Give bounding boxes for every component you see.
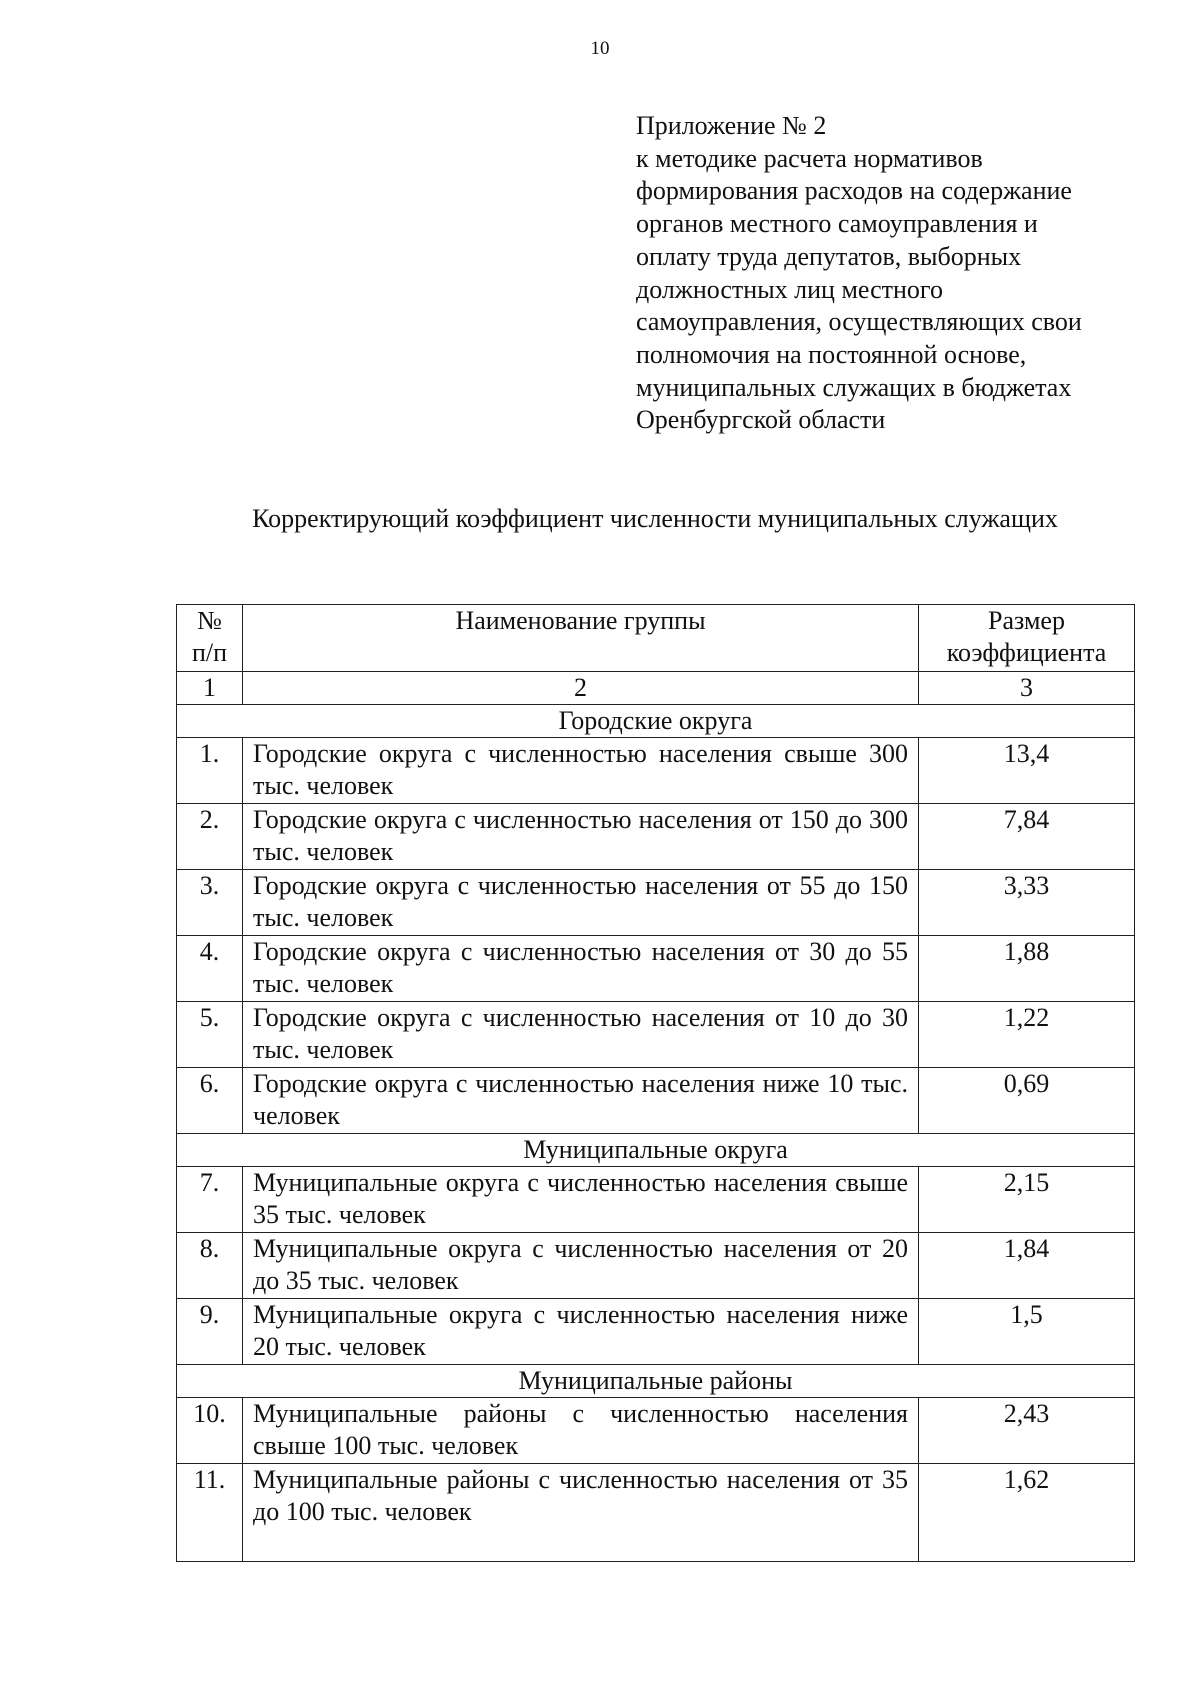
row-name: Муниципальные районы с численностью населения от 35 до 100 тыс. человек [243,1464,919,1562]
row-value: 13,4 [919,738,1135,804]
row-name: Городские округа с численностью населения ниже 10 тыс. человек [243,1068,919,1134]
row-value: 3,33 [919,870,1135,936]
header-number-line1: № [197,606,222,635]
coefficient-table [176,604,1135,1562]
row-value: 1,84 [919,1233,1135,1299]
row-number: 2. [177,804,243,870]
table-row [177,1002,1135,1068]
table-row [177,738,1135,804]
row-number: 5. [177,1002,243,1068]
row-name: Муниципальные районы с численностью населения свыше 100 тыс. человек [243,1398,919,1464]
group-header-row [177,705,1135,738]
row-number: 4. [177,936,243,1002]
row-number: 9. [177,1299,243,1365]
appendix-line: органов местного самоуправления и [636,209,1038,239]
row-value: 2,15 [919,1167,1135,1233]
column-number: 2 [243,672,919,705]
table-row [177,1233,1135,1299]
table-row [177,1299,1135,1365]
row-value: 1,88 [919,936,1135,1002]
table-row [177,804,1135,870]
appendix-line: формирования расходов на содержание [636,176,1072,206]
table-row [177,870,1135,936]
row-name: Городские округа с численностью населения свыше 300 тыс. человек [243,738,919,804]
document-title-text: Корректирующий коэффициент численности муниципальных служащих [252,504,1058,533]
column-number: 1 [177,672,243,705]
row-name: Городские округа с численностью населения от 10 до 30 тыс. человек [243,1002,919,1068]
appendix-note [636,110,1156,437]
table-row [177,1068,1135,1134]
appendix-line: оплату труда депутатов, выборных [636,241,1022,271]
table-row [177,936,1135,1002]
document-title [0,504,1200,534]
row-value: 1,22 [919,1002,1135,1068]
row-value: 7,84 [919,804,1135,870]
table-row [177,1464,1135,1562]
appendix-line: Оренбургской области [636,405,886,435]
row-number: 11. [177,1464,243,1562]
header-number [177,605,243,672]
row-name: Муниципальные округа с численностью населения свыше 35 тыс. человек [243,1167,919,1233]
row-number: 8. [177,1233,243,1299]
row-number: 6. [177,1068,243,1134]
appendix-line: к методике расчета нормативов [636,143,983,173]
table-row [177,1167,1135,1233]
table-row [177,1398,1135,1464]
row-name: Городские округа с численностью населения от 55 до 150 тыс. человек [243,870,919,936]
row-value: 0,69 [919,1068,1135,1134]
group-header-row [177,1134,1135,1167]
row-number: 7. [177,1167,243,1233]
header-number-line2: п/п [191,638,228,667]
row-name: Городские округа с численностью населения от 30 до 55 тыс. человек [243,936,919,1002]
appendix-line: муниципальных служащих в бюджетах [636,372,1072,402]
header-group-name: Наименование группы [243,605,919,672]
appendix-line: должностных лиц местного [636,274,943,304]
appendix-line: Приложение № 2 [636,111,827,140]
row-value: 1,5 [919,1299,1135,1365]
column-number-row [177,672,1135,705]
row-name: Городские округа с численностью населения от 150 до 300 тыс. человек [243,804,919,870]
header-coefficient-line1: Размер [988,606,1065,635]
group-title: Городские округа [177,705,1135,738]
page-number: 10 [590,38,610,59]
header-coefficient-line2: коэффициента [946,638,1107,667]
row-number: 3. [177,870,243,936]
row-name: Муниципальные округа с численностью населения ниже 20 тыс. человек [243,1299,919,1365]
header-coefficient [919,605,1135,672]
appendix-line: самоуправления, осуществляющих свои [636,307,1082,337]
row-number: 10. [177,1398,243,1464]
group-title: Муниципальные районы [177,1365,1135,1398]
group-header-row [177,1365,1135,1398]
appendix-line: полномочия на постоянной основе, [636,339,1027,369]
group-title: Муниципальные округа [177,1134,1135,1167]
row-name: Муниципальные округа с численностью населения от 20 до 35 тыс. человек [243,1233,919,1299]
table-header-row [177,605,1135,672]
row-number: 1. [177,738,243,804]
row-value: 1,62 [919,1464,1135,1562]
row-value: 2,43 [919,1398,1135,1464]
column-number: 3 [919,672,1135,705]
